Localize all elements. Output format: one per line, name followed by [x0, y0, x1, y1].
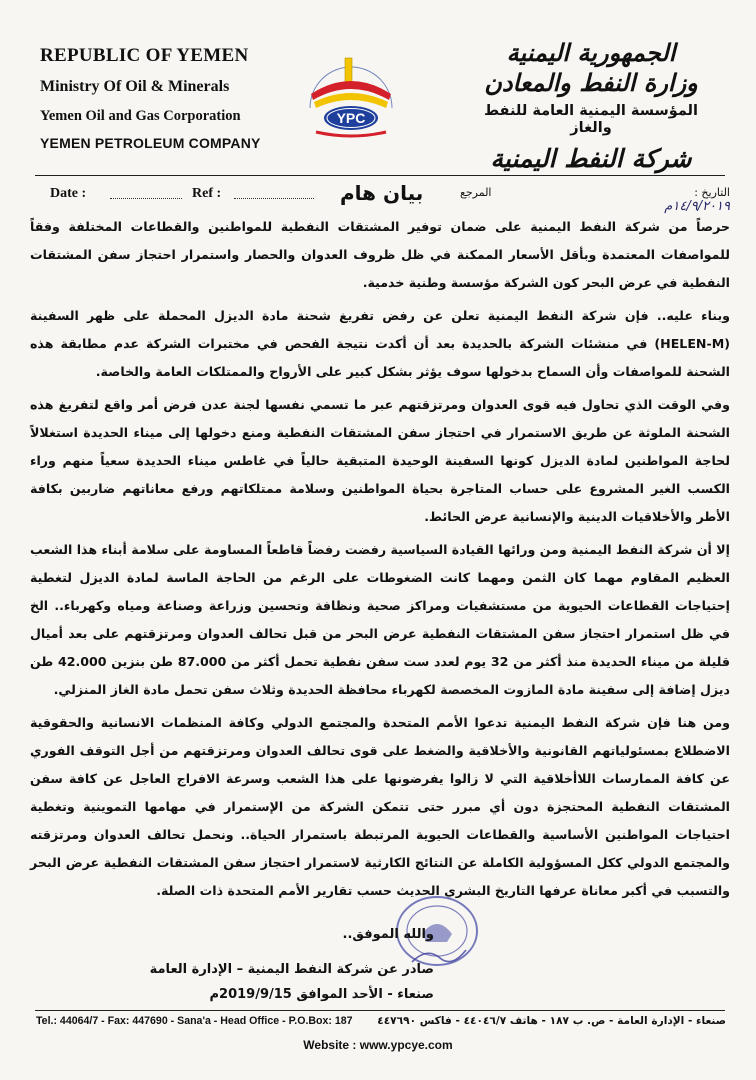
footer-divider	[35, 1010, 725, 1011]
header-ar-country: الجمهورية اليمنية	[506, 38, 676, 67]
header-en-company: YEMEN PETROLEUM COMPANY	[40, 134, 261, 151]
header-ar-corporation: المؤسسة اليمنية العامة للنفط والغاز	[484, 102, 698, 137]
header-en-ministry: Ministry Of Oil & Minerals	[40, 78, 230, 95]
issue-date-line: صنعاء - الأحد الموافق 2019/9/15م	[209, 987, 434, 1002]
ref-label: Ref :	[192, 186, 222, 201]
date-dotted-line	[110, 198, 182, 199]
header-en-corporation: Yemen Oil and Gas Corporation	[40, 108, 241, 124]
logo-text: YPC	[336, 110, 366, 126]
arabic-ref-label: المرجع	[460, 186, 492, 199]
footer-website: Website : www.ypcye.com	[303, 1038, 453, 1052]
paragraph-4: إلا أن شركة النفط اليمنية ومن ورائها القيادة السياسية رفضت رفضاً قاطعاً المساومة على سلامة أبناء هذا الشعب العظيم المقاوم مهما كان الثمن ومهما كانت الضغوطات على الرغم من الحاجة الماسة لمادة الديزل لتغطية إحتياجات القطاعات الحيوية من مستشفيات ومراكز صحية ونظافة وتحسين وزراعة وصناعة ومياه وكهرباء.. الخ في ظل استمرار احتجاز سفن المشتقات النفطية عرض البحر من قبل تحالف العدوان ومرتزقتهم على بعد أميال قليلة من ميناء الحديدة منذ أكثر من 32 يوم لعدد ست سفن نفطية تحمل أكثر من 87.000 طن بنزين 42.000 طن ديزل إضافة إلى سفينة مادة المازوت المخصصة لكهرباء محافظة الحديدة وثلاث سفن تحمل مادة الغاز المنزلي.	[30, 542, 730, 697]
date-label: Date :	[50, 186, 87, 201]
header-divider	[35, 175, 725, 176]
ref-dotted-line	[234, 198, 314, 199]
arabic-date-label: التاريخ :	[694, 186, 730, 199]
statement-body	[30, 213, 730, 910]
header-en-country: REPUBLIC OF YEMEN	[40, 45, 249, 66]
statement-title: بيان هام	[340, 181, 424, 205]
issuer-line: صادر عن شركة النفط اليمنية – الإدارة العامة	[149, 962, 434, 977]
header-arabic	[466, 40, 716, 174]
arabic-date	[640, 186, 730, 214]
closing-line: والله الموفق..	[342, 927, 434, 942]
footer-contact-en: Tel.: 44064/7 - Fax: 447690 - Sana'a - Head Office - P.O.Box: 187	[36, 1015, 353, 1027]
header-english	[40, 46, 270, 150]
reference-row	[40, 181, 730, 214]
ypc-logo	[296, 50, 406, 140]
header-ar-ministry: وزارة النفط والمعادن	[484, 68, 698, 98]
paragraph-1: حرصاً من شركة النفط اليمنية على ضمان توفير المشتقات النفطية للمواطنين والقطاعات المختلفة وفقاً للمواصفات المعتمدة وبأقل الأسعار الممكنة في ظل ظروف العدوان والحصار واستمرار احتجاز سفن المشتقات النفطية في عرض البحر كون الشركة مؤسسة وطنية خدمية.	[30, 219, 730, 290]
arabic-date-value: ١٤/٩/٢٠١٩م	[664, 199, 730, 214]
footer-contact-ar: صنعاء - الإدارة العامة - ص. ب ١٨٧ - هاتف ٤٤٠٤٦/٧ - فاكس ٤٤٧٦٩٠	[377, 1015, 726, 1027]
paragraph-5: ومن هنا فإن شركة النفط اليمنية تدعوا الأمم المتحدة والمجتمع الدولي وكافة المنظمات الانسانية والحقوقية الاضطلاع بمسئولياتهم القانونية والأخلاقية والضغط على قوى تحالف العدوان ومرتزقتهم من أجل التوقف الفوري عن كافة الممارسات اللاأخلاقية التي لا زالوا يفرضونها على هذا الشعب وسرعة الافراج العاجل عن كافة سفن المشتقات النفطية المحتجزة دون أي مبرر حتى تتمكن الشركة من الإستمرار في مهامها التموينية وتغطية احتياجات المواطنين الأساسية والقطاعات الحيوية المرتبطة باستمرار الحياة.. ونحمل تحالف العدوان ومرتزقته والمجتمع الدولي ككل المسؤولية الكاملة عن النتائج الكارثية لاستمرار احتجاز سفن المشتقات النفطية عرض البحر والتسبب في أكبر معاناة عرفها التاريخ البشري الحديث حسب تقارير الأمم المتحدة ذات الصلة.	[30, 715, 730, 898]
header-ar-company: شركة النفط اليمنية	[490, 143, 692, 173]
paragraph-3: وفي الوقت الذي تحاول فيه قوى العدوان ومرتزقتهم عبر ما تسمي نفسها لجنة عدن فرض أمر واقع لتفريغ هذه الشحنة الملوثة عن طريق الاستمرار في احتجاز سفن المشتقات النفطية ومنع دخولها إلى ميناء الحديدة استغلالاً لحاجة المواطنين لمادة الديزل كونها السفينة الوحيدة المتبقية حالياً في غاطس ميناء الحديدة سعياً منهم وراء الكسب الغير المشروع على حساب المتاجرة بحياة المواطنين وسلامة ممتلكاتهم ورفع معاناتهم ضاربين بكافة الأطر والأخلاقيات الدينية والإنسانية عرض الحائط.	[30, 397, 730, 524]
paragraph-2: وبناء عليه.. فإن شركة النفط اليمنية تعلن عن رفض تفريغ شحنة مادة الديزل المحملة على ظهر السفينة (HELEN-M) في منشئات الشركة بالحديدة بعد أن أكدت نتيجة الفحص في مختبرات الشركة عدم مطابقة هذه الشحنة للمواصفات وأن السماح بدخولها سوف يؤثر بشكل كبير على الأرواح والممتلكات العامة والخاصة.	[30, 308, 730, 379]
